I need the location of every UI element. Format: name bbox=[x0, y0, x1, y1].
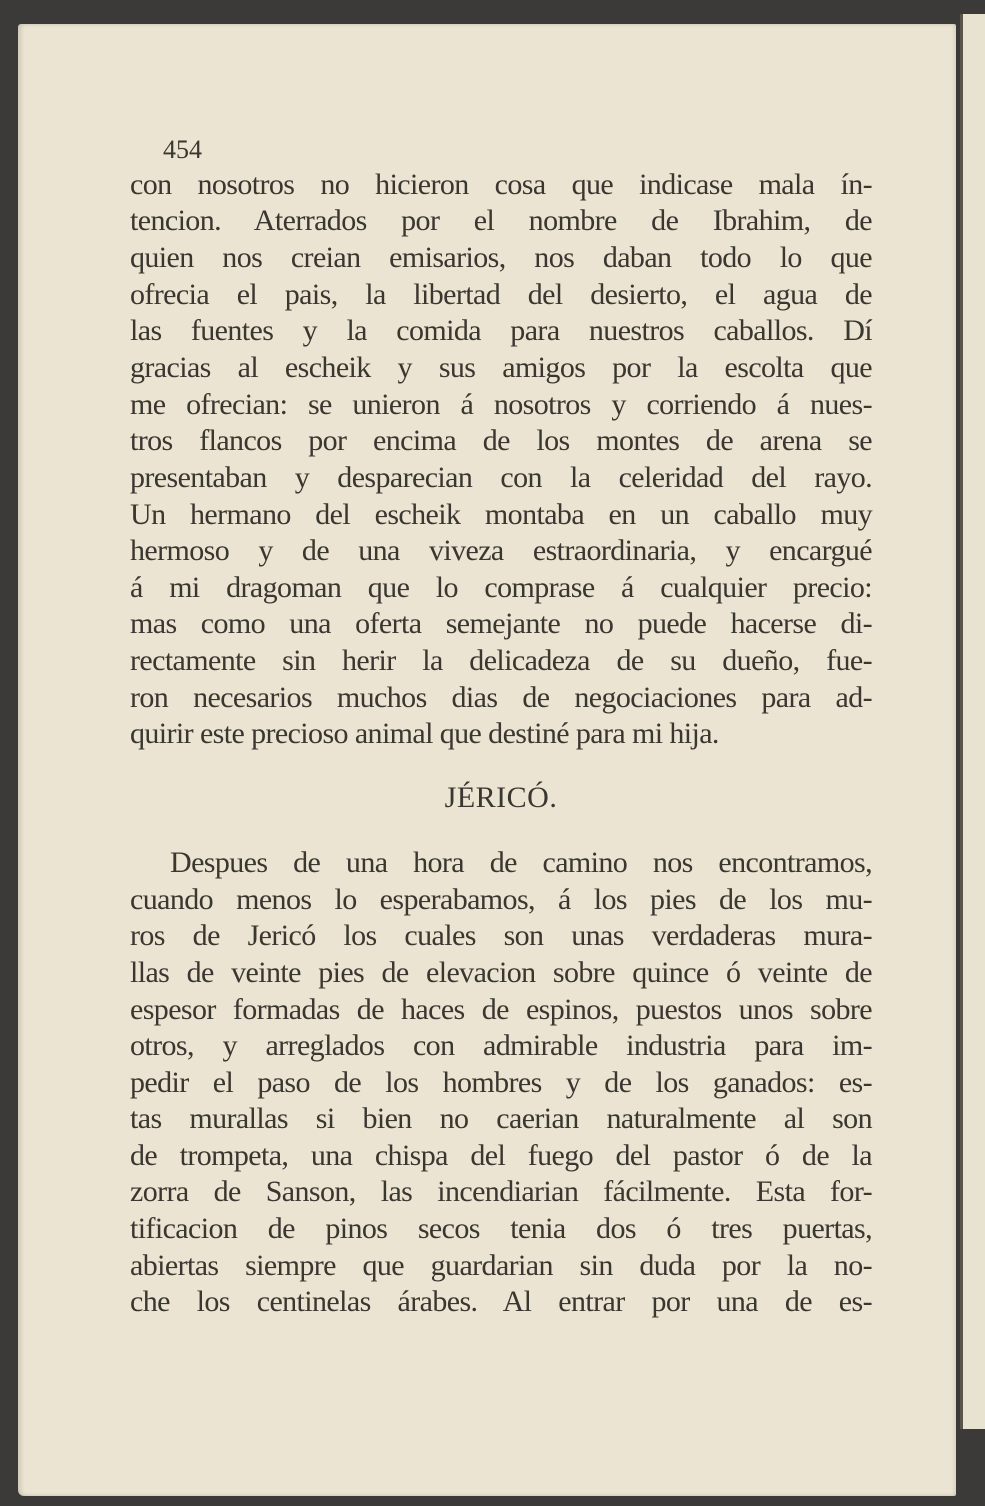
text-line: tas murallas si bien no caerian naturalmente al son bbox=[130, 1102, 872, 1135]
text-line: presentaban y desparecian con la celeridad del rayo. bbox=[130, 461, 872, 494]
text-line: espesor formadas de haces de espinos, puestos unos sobre bbox=[130, 993, 872, 1026]
text-line: hermoso y de una viveza estraordinaria, y encargué bbox=[130, 534, 872, 567]
text-line: tencion. Aterrados por el nombre de Ibrahim, de bbox=[130, 204, 872, 237]
text-line: quien nos creian emisarios, nos daban todo lo que bbox=[130, 241, 872, 274]
text-line: las fuentes y la comida para nuestros caballos. Dí bbox=[130, 314, 872, 347]
text-line: me ofrecian: se unieron á nosotros y corriendo á nues- bbox=[130, 388, 872, 421]
text-line: ofrecia el pais, la libertad del desierto, el agua de bbox=[130, 278, 872, 311]
text-line: de trompeta, una chispa del fuego del pastor ó de la bbox=[130, 1139, 872, 1172]
text-line: rectamente sin herir la delicadeza de su dueño, fue- bbox=[130, 644, 872, 677]
text-line: tificacion de pinos secos tenia dos ó tres puertas, bbox=[130, 1212, 872, 1245]
section-heading: JÉRICÓ. bbox=[444, 781, 558, 814]
text-line: Un hermano del escheik montaba en un caballo muy bbox=[130, 498, 872, 531]
text-line: pedir el paso de los hombres y de los ganados: es- bbox=[130, 1066, 872, 1099]
text-line: zorra de Sanson, las incendiarian fácilmente. Esta for- bbox=[130, 1175, 872, 1208]
text-line: llas de veinte pies de elevacion sobre quince ó veinte de bbox=[130, 956, 872, 989]
text-line: mas como una oferta semejante no puede hacerse di- bbox=[130, 607, 872, 640]
text-line: ros de Jericó los cuales son unas verdaderas mura- bbox=[130, 919, 872, 952]
text-line: abiertas siempre que guardarian sin duda por la no- bbox=[130, 1249, 872, 1282]
text-line: á mi dragoman que lo comprase á cualquier precio: bbox=[130, 571, 872, 604]
text-line: con nosotros no hicieron cosa que indicase mala ín- bbox=[130, 168, 872, 201]
text-line: quirir este precioso animal que destiné para mi hija. bbox=[130, 717, 719, 750]
text-line: ron necesarios muchos dias de negociaciones para ad- bbox=[130, 681, 872, 714]
text-line: che los centinelas árabes. Al entrar por una de es- bbox=[130, 1285, 872, 1318]
next-page-edge bbox=[960, 14, 985, 1429]
text-line: gracias al escheik y sus amigos por la escolta que bbox=[130, 351, 872, 384]
text-line: cuando menos lo esperabamos, á los pies de los mu- bbox=[130, 883, 872, 916]
page-number: 454 bbox=[163, 135, 202, 164]
text-line: Despues de una hora de camino nos encontramos, bbox=[170, 846, 872, 879]
text-line: otros, y arreglados con admirable industria para im- bbox=[130, 1029, 872, 1062]
text-line: tros flancos por encima de los montes de arena se bbox=[130, 424, 872, 457]
